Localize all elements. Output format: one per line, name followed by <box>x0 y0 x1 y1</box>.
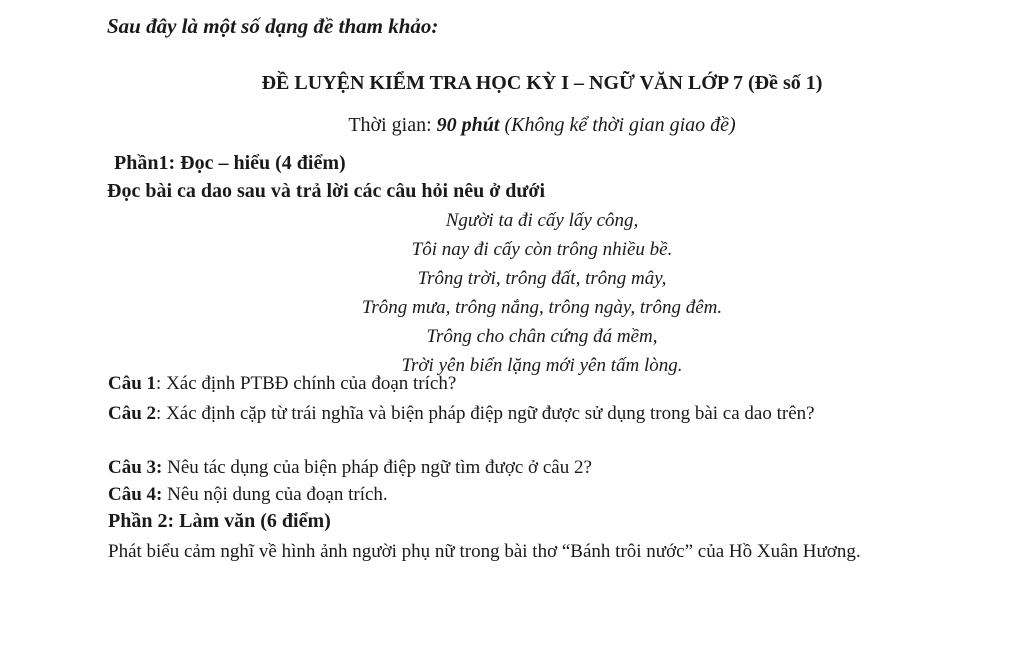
time-note: (Không kể thời gian giao đề) <box>504 114 736 136</box>
poem-line: Trời yên biển lặng mới yên tấm lòng. <box>401 355 683 376</box>
poem-line: Người ta đi cấy lấy công, <box>445 210 639 231</box>
question-label: Câu 2 <box>108 403 157 424</box>
poem-line: Tôi nay đi cấy còn trông nhiều bề. <box>411 239 673 260</box>
section1-instruction: Đọc bài ca dao sau và trả lời các câu hỏi nêu ở dưới <box>107 180 546 202</box>
time-value: 90 phút <box>436 114 500 136</box>
section2-task: Phát biểu cảm nghĩ về hình ảnh người phụ nữ trong bài thơ “Bánh trôi nước” của Hồ Xuân Hương. <box>108 541 861 562</box>
section2-heading: Phần 2: Làm văn (6 điểm) <box>108 510 331 532</box>
poem-line: Trông mưa, trông nắng, trông ngày, trông đêm. <box>361 297 723 318</box>
poem-line: Trông trời, trông đất, trông mây, <box>417 268 667 289</box>
question-text: Nêu tác dụng của biện pháp điệp ngữ tìm được ở câu 2? <box>162 457 592 478</box>
question-2 <box>108 400 978 427</box>
section1-heading: Phần1: Đọc – hiểu (4 điểm) <box>114 152 346 174</box>
poem <box>0 206 1024 380</box>
time-label: Thời gian: <box>348 114 437 136</box>
question-3 <box>108 454 978 481</box>
question-label: Câu 3: <box>108 457 163 478</box>
question-text: Nêu nội dung của đoạn trích. <box>162 484 388 505</box>
question-text: : Xác định cặp từ trái nghĩa và biện pháp điệp ngữ được sử dụng trong bài ca dao trên? <box>156 403 815 424</box>
question-label: Câu 1 <box>108 373 157 394</box>
question-label: Câu 4: <box>108 484 163 505</box>
poem-line: Trông cho chân cứng đá mềm, <box>426 326 658 347</box>
question-4 <box>108 481 978 508</box>
question-1 <box>108 370 978 397</box>
exam-title: ĐỀ LUYỆN KIỂM TRA HỌC KỲ I – NGỮ VĂN LỚP 7 (Đề số 1) <box>261 72 823 94</box>
question-text: : Xác định PTBĐ chính của đoạn trích? <box>156 373 457 394</box>
intro-line: Sau đây là một số dạng đề tham khảo: <box>107 14 439 38</box>
exam-time <box>0 114 1024 137</box>
